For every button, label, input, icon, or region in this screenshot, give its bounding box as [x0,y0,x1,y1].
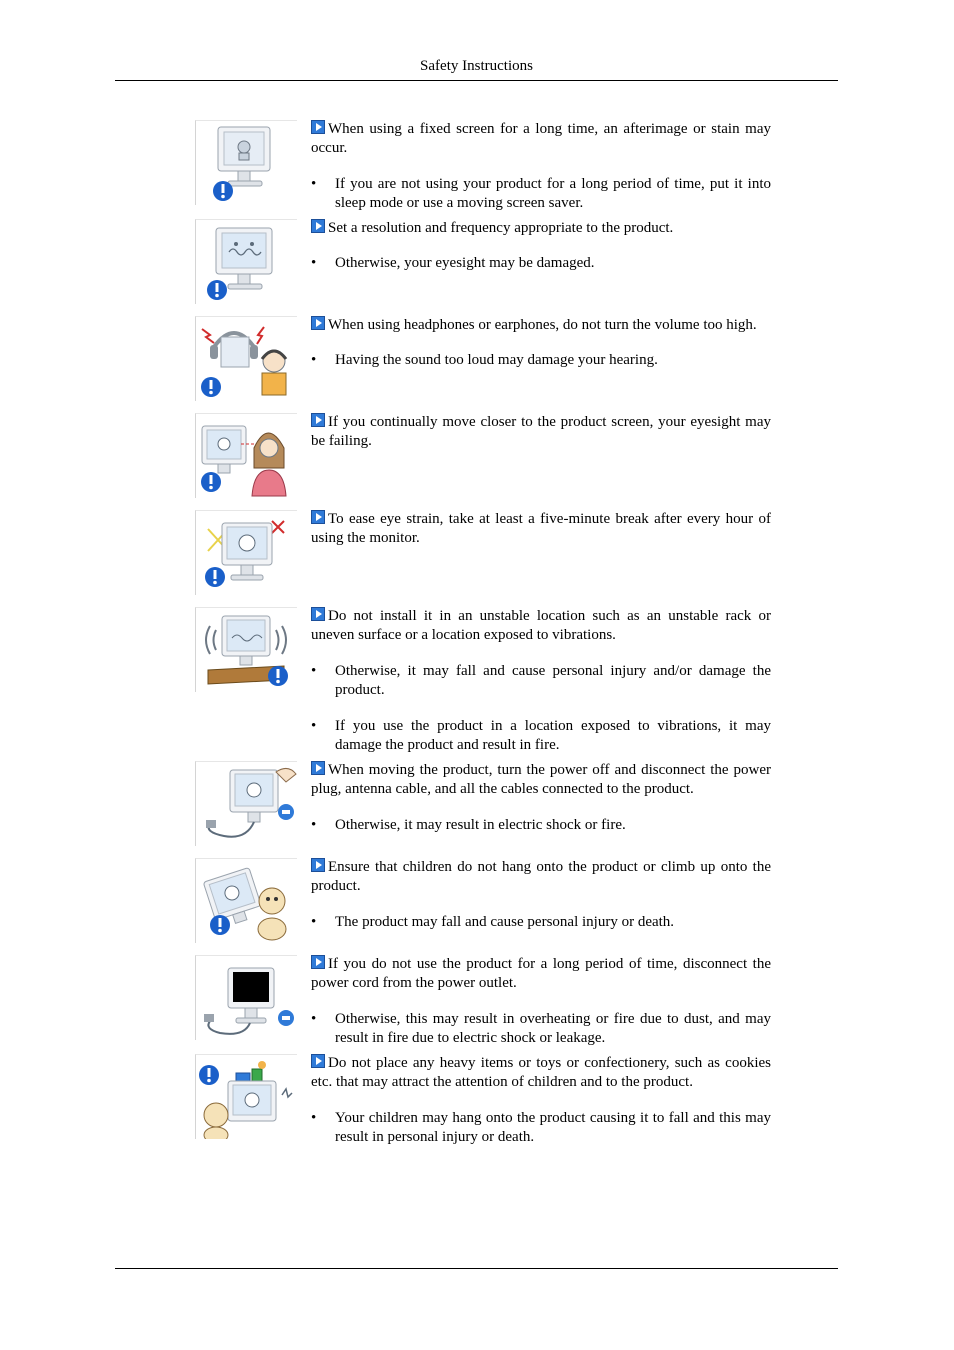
header-rule [115,80,838,81]
power-cord-disconnect-icon [195,955,297,1040]
unplug-before-moving-icon [195,761,297,846]
bullet-glyph: • [311,816,317,833]
item-lead-text: Set a resolution and frequency appropriate to the product. [328,220,674,236]
unstable-location-icon [195,607,297,692]
arrow-marker-icon [311,120,325,134]
item-lead-text: Do not install it in an unstable location such as an unstable rack or uneven surface or a location exposed to vibrations. [311,608,771,644]
item-lead-text: To ease eye strain, take at least a five-minute break after every hour of using the monitor. [311,511,771,547]
arrow-marker-icon [311,761,325,775]
monitor-afterimage-icon [195,120,297,205]
bullet-glyph: • [311,913,317,930]
arrow-marker-icon [311,955,325,969]
item-bullet-text: Your children may hang onto the product causing it to fall and this may result in personal injury or death. [335,1109,771,1146]
footer-rule [115,1268,838,1269]
heavy-items-on-top-icon [195,1054,297,1139]
item-lead-text: Ensure that children do not hang onto the product or climb up onto the product. [311,859,771,895]
item-bullet-text: Otherwise, this may result in overheating or fire due to dust, and may result in fire due to electric shock or leakage. [335,1010,771,1047]
headphones-volume-icon [195,316,297,401]
bullet-glyph: • [311,1109,317,1126]
bullet-glyph: • [311,1010,317,1027]
page-header-title: Safety Instructions [420,58,533,74]
bullet-glyph: • [311,717,317,734]
arrow-marker-icon [311,607,325,621]
arrow-marker-icon [311,219,325,233]
item-lead-text: When moving the product, turn the power off and disconnect the power plug, antenna cable, and all the cables connected to the product. [311,762,771,798]
item-bullet-text: Having the sound too loud may damage your hearing. [335,352,658,369]
item-bullet-text: If you use the product in a location exposed to vibrations, it may damage the product and result in fire. [335,717,771,754]
item-lead-text: When using headphones or earphones, do not turn the volume too high. [328,317,757,333]
item-bullet-text: Otherwise, your eyesight may be damaged. [335,255,595,272]
arrow-marker-icon [311,858,325,872]
item-lead-text: Do not place any heavy items or toys or confectionery, such as cookies etc. that may attract the attention of children and to the product. [311,1055,771,1091]
bullet-glyph: • [311,255,317,272]
bullet-glyph: • [311,662,317,679]
item-bullet-text: Otherwise, it may result in electric shock or fire. [335,816,626,833]
arrow-marker-icon [311,1054,325,1068]
arrow-marker-icon [311,316,325,330]
viewer-too-close-icon [195,413,297,498]
item-lead-text: If you continually move closer to the product screen, your eyesight may be failing. [311,414,771,450]
bullet-glyph: • [311,175,317,192]
bullet-glyph: • [311,352,317,369]
child-climbing-icon [195,858,297,943]
item-bullet-text: If you are not using your product for a long period of time, put it into sleep mode or use a moving screen saver. [335,175,771,212]
monitor-resolution-icon [195,219,297,304]
arrow-marker-icon [311,413,325,427]
item-lead-text: If you do not use the product for a long period of time, disconnect the power cord from the power outlet. [311,956,771,992]
item-bullet-text: The product may fall and cause personal injury or death. [335,913,675,930]
arrow-marker-icon [311,510,325,524]
item-bullet-text: Otherwise, it may fall and cause personal injury and/or damage the product. [335,662,771,699]
eye-strain-break-icon [195,510,297,595]
item-lead-text: When using a fixed screen for a long time, an afterimage or stain may occur. [311,121,771,157]
